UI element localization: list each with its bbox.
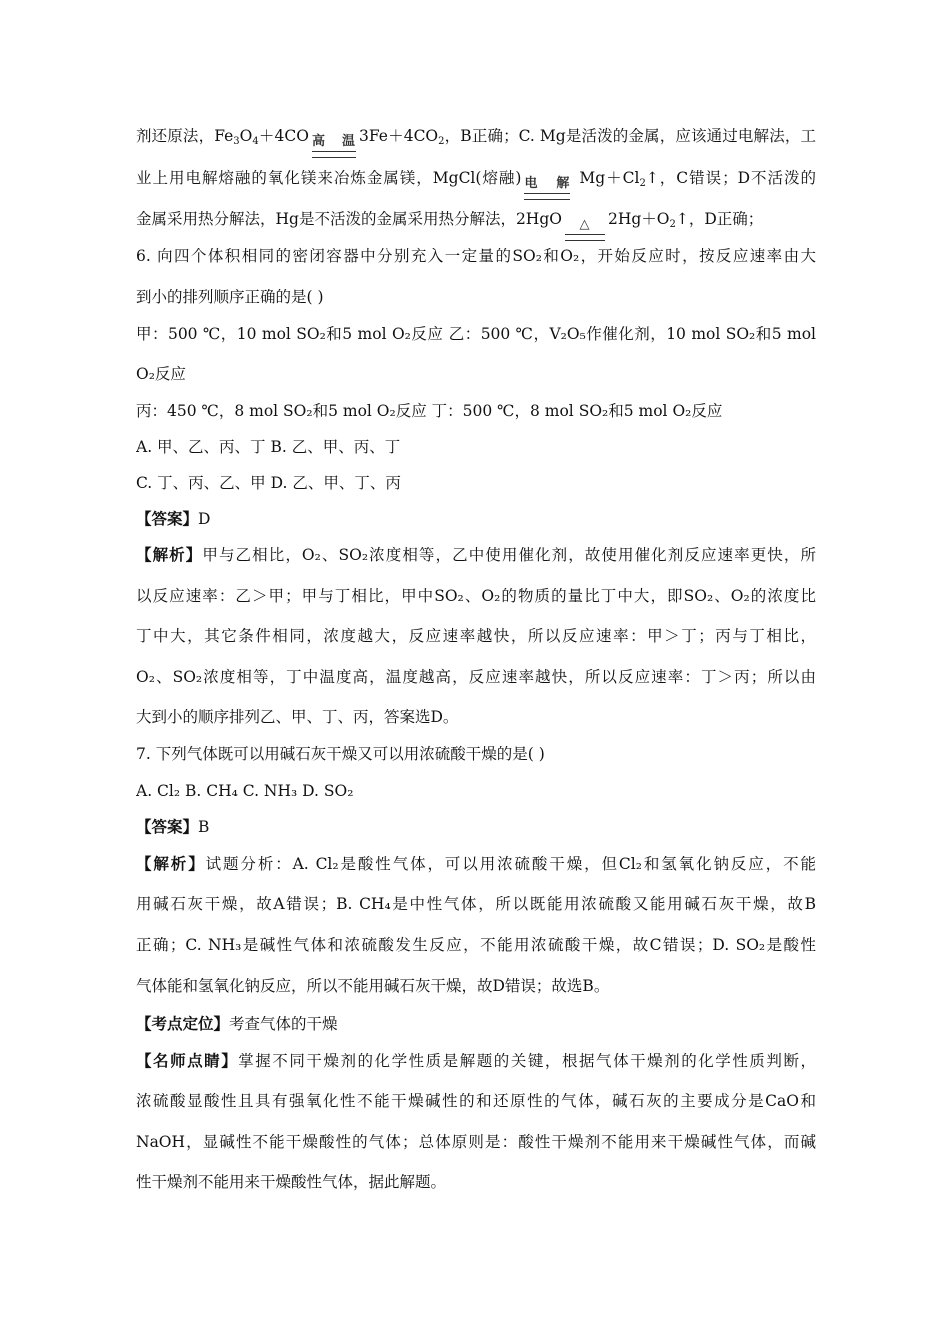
text-segment: ↑，C错误；D不活泼的 — [645, 169, 816, 187]
q7-key-point — [136, 1013, 816, 1035]
subscript: 2 — [438, 136, 445, 147]
explanation-label: 【解析】 — [136, 854, 206, 873]
text-segment: ↑，D正确； — [675, 210, 764, 228]
explanation-label: 【解析】 — [136, 545, 203, 564]
reaction-condition-high-temp — [312, 135, 356, 158]
q6-condition-line-3: 丙：450 ℃，8 mol SO₂和5 mol O₂反应 丁：500 ℃，8 mol SO₂和5 mol O₂反应 — [136, 402, 723, 420]
text-segment: ＋4CO — [258, 127, 309, 145]
text-segment: 业上用电解熔融的氧化镁来冶炼金属镁，MgCl(熔融) — [136, 169, 522, 187]
q7-teacher-note-line-4: 性干燥剂不能用来干燥酸性气体，据此解题。 — [136, 1173, 447, 1191]
heat-triangle-icon: △ — [579, 217, 591, 232]
text-segment: O — [239, 127, 253, 145]
subscript: 4 — [252, 136, 259, 147]
q7-answer — [136, 816, 816, 838]
teacher-note-text: 掌握不同干燥剂的化学性质是解题的关键，根据气体干燥剂的化学性质判断， — [238, 1052, 816, 1070]
q5-text-line-1 — [136, 125, 816, 158]
text-segment: 剂还原法，Fe — [136, 127, 234, 145]
condition-label: 高温 — [311, 134, 356, 149]
q7-stem: 7. 下列气体既可以用碱石灰干燥又可以用浓硫酸干燥的是( ) — [136, 745, 545, 763]
q6-explanation-line-4: O₂、SO₂浓度相等，丁中温度高，温度越高，反应速率越快，所以反应速率：丁＞丙；所以由 — [136, 668, 816, 686]
text-segment: 3Fe＋4CO — [358, 127, 439, 145]
answer-value: D — [198, 510, 211, 528]
equals-bars — [565, 234, 605, 241]
q6-condition-line-1: 甲：500 ℃，10 mol SO₂和5 mol O₂反应 乙：500 ℃，V₂O₅作催化剂，10 mol SO₂和5 mol — [136, 325, 816, 343]
answer-label: 【答案】 — [136, 509, 199, 528]
q6-explanation-line-5: 大到小的顺序排列乙、甲、丁、丙，答案选D。 — [136, 708, 459, 726]
q7-explanation-line-3: 正确；C. NH₃是碱性气体和浓硫酸发生反应，不能用浓硫酸干燥，故C错误；D. SO₂是酸性 — [136, 936, 816, 954]
explanation-text: 甲与乙相比，O₂、SO₂浓度相等，乙中使用催化剂，故使用催化剂反应速率更快，所 — [202, 546, 816, 564]
q7-explanation-line-4: 气体能和氢氧化钠反应，所以不能用碱石灰干燥，故D错误；故选B。 — [136, 977, 610, 995]
q6-condition-line-2: O₂反应 — [136, 365, 186, 383]
explanation-text: 试题分析：A. Cl₂是酸性气体，可以用浓硫酸干燥，但Cl₂和氢氧化钠反应，不能 — [205, 855, 816, 873]
reaction-condition-electrolysis — [524, 177, 570, 200]
q5-text-line-3 — [136, 208, 816, 241]
reaction-condition-heat — [565, 218, 605, 241]
q7-explanation-line-1 — [136, 853, 816, 875]
q5-text-line-2 — [136, 167, 816, 200]
q7-explanation-line-2: 用碱石灰干燥，故A错误；B. CH₄是中性气体，所以既能用浓硫酸又能用碱石灰干燥，故B — [136, 895, 816, 913]
answer-value: B — [198, 818, 210, 836]
text-segment: 金属采用热分解法，Hg是不活泼的金属采用热分解法，2HgO — [136, 210, 562, 228]
q6-options-ab: A. 甲、乙、丙、丁 B. 乙、甲、丙、丁 — [136, 438, 401, 456]
q6-options-cd: C. 丁、丙、乙、甲 D. 乙、甲、丁、丙 — [136, 474, 401, 492]
key-point-text: 考查气体的干燥 — [229, 1015, 338, 1033]
equals-bars — [524, 193, 570, 200]
q6-stem-line-1: 6. 向四个体积相同的密闭容器中分别充入一定量的SO₂和O₂，开始反应时，按反应速率由大 — [136, 247, 816, 265]
q6-explanation-line-2: 以反应速率：乙＞甲；甲与丁相比，甲中SO₂、O₂的物质的量比丁中大，即SO₂、O₂的浓度比 — [136, 587, 816, 605]
condition-label: 电解 — [524, 176, 571, 191]
q7-teacher-note-line-1 — [136, 1050, 816, 1072]
teacher-note-label: 【名师点睛】 — [136, 1051, 239, 1070]
answer-label: 【答案】 — [136, 817, 199, 836]
q6-stem-line-2: 到小的排列顺序正确的是( ) — [136, 288, 324, 306]
text-segment: 2Hg＋O — [607, 210, 670, 228]
q7-options: A. Cl₂ B. CH₄ C. NH₃ D. SO₂ — [136, 782, 354, 800]
q7-teacher-note-line-3: NaOH，显碱性不能干燥酸性的气体；总体原则是：酸性干燥剂不能用来干燥碱性气体，而碱 — [136, 1133, 816, 1151]
key-point-label: 【考点定位】 — [136, 1014, 230, 1033]
text-segment: ，B正确；C. Mg是活泼的金属，应该通过电解法，工 — [444, 127, 816, 145]
subscript: 2 — [639, 178, 646, 189]
subscript: 3 — [233, 136, 240, 147]
q7-teacher-note-line-2: 浓硫酸显酸性且具有强氧化性不能干燥碱性的和还原性的气体，碱石灰的主要成分是CaO和 — [136, 1092, 816, 1110]
q6-answer — [136, 508, 816, 530]
equals-bars — [312, 151, 356, 158]
text-segment: Mg＋Cl — [573, 169, 640, 187]
q6-explanation-line-1 — [136, 544, 816, 566]
q6-explanation-line-3: 丁中大，其它条件相同，浓度越大，反应速率越快，所以反应速率：甲＞丁；丙与丁相比， — [136, 627, 816, 645]
subscript: 2 — [669, 219, 676, 230]
